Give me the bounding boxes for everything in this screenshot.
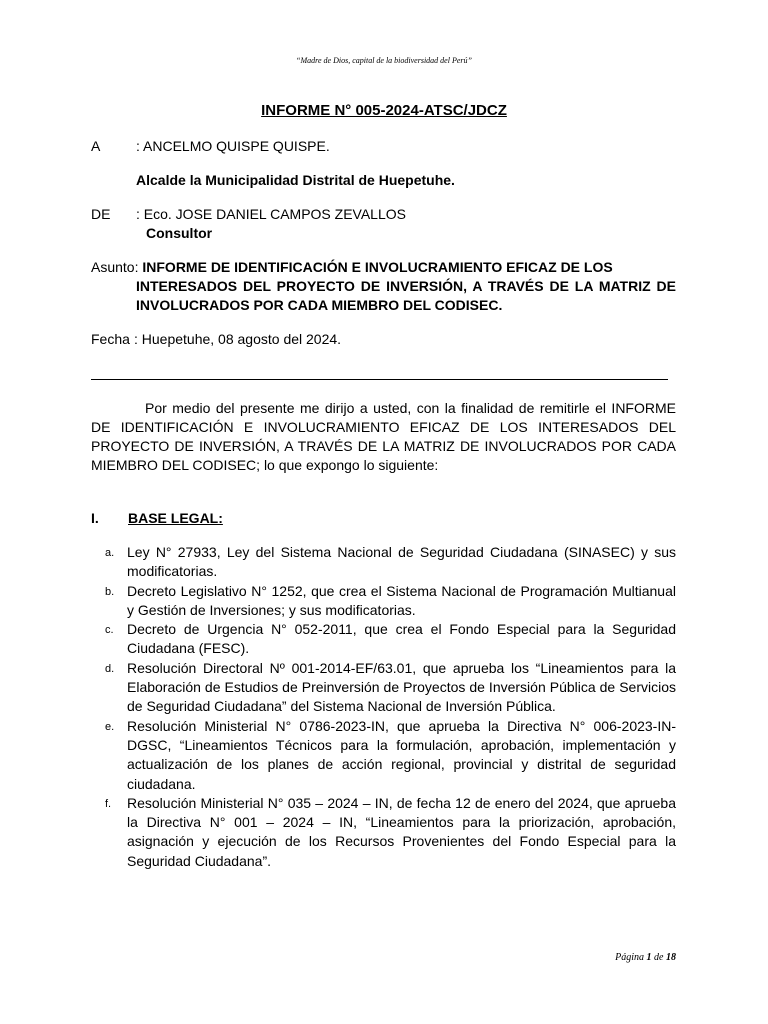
- list-marker: a.: [105, 547, 115, 559]
- legal-basis-list: [91, 543, 676, 871]
- list-item: [91, 717, 676, 794]
- section-heading: [91, 510, 223, 526]
- page-total: 18: [666, 952, 676, 963]
- intro-paragraph: Por medio del presente me dirijo a usted, con la finalidad de remitirle el INFORME DE IDENTIFICACIÓN E INVOLUCRAMIENTO EFICAZ DE LOS INTERESADOS DEL PROYECTO DE INVERSIÓN, A TRAVÉS DE LA MATRIZ DE INVOLUCRADOS POR CADA MIEMBRO DEL CODISEC; lo que expongo lo siguiente:: [91, 400, 676, 473]
- from-value: : Eco. JOSE DANIEL CAMPOS ZEVALLOS: [136, 206, 406, 222]
- list-item: [91, 794, 676, 871]
- to-value: : ANCELMO QUISPE QUISPE.: [136, 138, 330, 154]
- subject-label: Asunto:: [91, 259, 139, 275]
- list-item: [91, 659, 676, 717]
- list-marker: e.: [105, 720, 115, 733]
- from-role: Consultor: [146, 225, 213, 241]
- from-label: DE: [91, 206, 111, 222]
- date-value: : Huepetuhe, 08 agosto del 2024.: [134, 331, 342, 347]
- section-title: BASE LEGAL:: [128, 510, 223, 526]
- page-word: Página: [615, 952, 645, 963]
- subject-block: [91, 258, 676, 315]
- list-item-text: Decreto de Urgencia N° 052-2011, que crea el Fondo Especial para la Seguridad Ciudadana (FESC).: [127, 621, 676, 657]
- to-role: Alcalde la Municipalidad Distrital de Huepetuhe.: [136, 172, 455, 188]
- separator-line: [91, 379, 668, 380]
- list-item: [91, 543, 676, 582]
- list-item-text: Resolución Ministerial N° 0786-2023-IN, que aprueba la Directiva N° 006-2023-IN-DGSC, “Lineamientos Técnicos para la formulación, aprobación, implementación y actualización de los planes de acción regional, provincial y distrital de seguridad ciudadana.: [127, 717, 676, 792]
- list-marker: c.: [105, 624, 114, 637]
- subject-continuation: INTERESADOS DEL PROYECTO DE INVERSIÓN, A TRAVÉS DE LA MATRIZ DE INVOLUCRADOS POR CADA MIEMBRO DEL CODISEC.: [136, 278, 676, 313]
- header-motto: “Madre de Dios, capital de la biodiversidad del Perú”: [296, 56, 472, 65]
- list-item-text: Decreto Legislativo N° 1252, que crea el Sistema Nacional de Programación Multianual y Gestión de Inversiones; y sus modificatorias.: [127, 582, 676, 618]
- list-item-text: Resolución Directoral Nº 001-2014-EF/63.01, que aprueba los “Lineamientos para la Elaboración de Estudios de Preinversión de Proyectos de Inversión Pública de Servicios de Seguridad Ciudadana” del Sistema Nacional de Inversión Pública.: [127, 659, 676, 715]
- list-item-text: Resolución Ministerial N° 035 – 2024 – IN, de fecha 12 de enero del 2024, que aprueba la Directiva N° 001 – 2024 – IN, “Lineamientos para la priorización, aprobación, asignación y ejecución de los Recursos Provenientes del Fondo Especial para la Seguridad Ciudadana”.: [127, 794, 676, 869]
- page-current: 1: [646, 952, 652, 963]
- page-number: [615, 952, 676, 963]
- list-marker: d.: [105, 662, 115, 675]
- section-number: I.: [91, 510, 99, 526]
- list-item: [91, 620, 676, 659]
- to-label: A: [91, 138, 101, 154]
- date-label: Fecha: [91, 331, 130, 347]
- list-marker: f.: [105, 797, 112, 810]
- report-title: INFORME N° 005-2024-ATSC/JDCZ: [261, 102, 507, 119]
- list-item: [91, 582, 676, 621]
- page-of: de: [654, 952, 664, 963]
- list-marker: b.: [105, 585, 115, 598]
- subject-line: INFORME DE IDENTIFICACIÓN E INVOLUCRAMIENTO EFICAZ DE LOS: [142, 259, 613, 275]
- list-item-text: Ley N° 27933, Ley del Sistema Nacional de Seguridad Ciudadana (SINASEC) y sus modificatorias.: [127, 544, 676, 580]
